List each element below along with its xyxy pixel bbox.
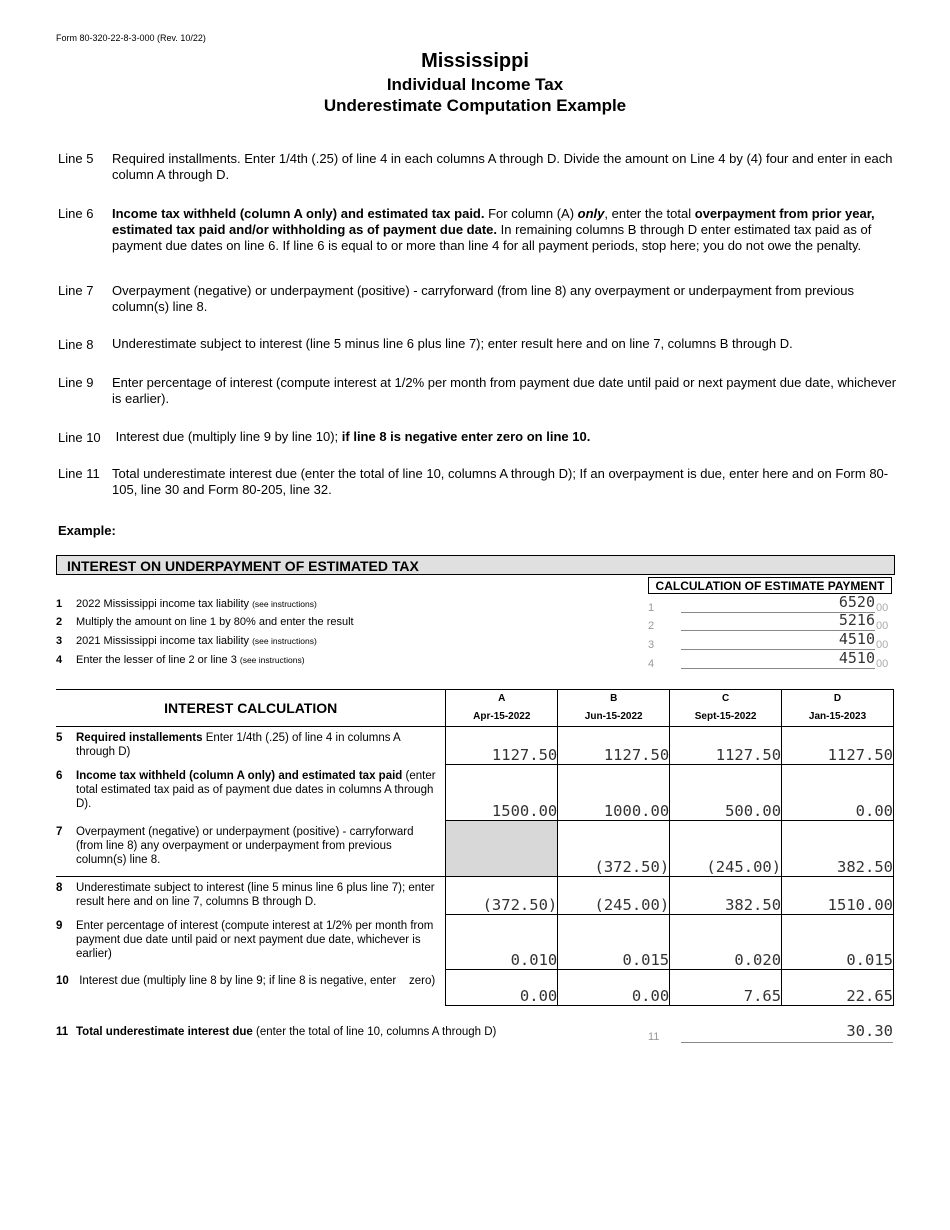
column-date: Jun-15-2022 [584, 711, 643, 722]
estimate-row-number: 1 [56, 598, 63, 610]
cell-value: 0.020 [670, 915, 782, 970]
instruction-text: Interest due (multiply line 9 by line 10); if line 8 is negative enter zero on line 10. [112, 429, 591, 444]
cell-value: 1510.00 [782, 877, 894, 915]
column-letter: B [610, 693, 618, 704]
estimate-row-text [76, 616, 354, 628]
estimate-row-note: (see instructions) [252, 636, 317, 646]
table-row [56, 765, 894, 821]
instruction-text: Required installments. Enter 1/4th (.25) of line 4 in each columns A through D. Divide the amount on Line 4 by (4) four and enter in each column A through D. [112, 151, 893, 182]
cell-value: 1127.50 [446, 727, 558, 765]
row-description [56, 970, 446, 1006]
instruction-line-number: Line 6 [58, 206, 94, 221]
estimate-row-label: Enter the lesser of line 2 or line 3 [76, 654, 237, 666]
instruction-line-number: Line 7 [58, 283, 94, 298]
estimate-cents: 00 [876, 602, 889, 614]
cell-value: 0.015 [782, 915, 894, 970]
column-header-b [558, 690, 670, 727]
estimate-row-label: Multiply the amount on line 1 by 80% and enter the result [76, 616, 354, 628]
column-letter: A [498, 693, 506, 704]
cell-value: 22.65 [782, 970, 894, 1006]
total-label-bold: Total underestimate interest due [76, 1026, 253, 1038]
row-description [56, 915, 446, 970]
cell-value: 0.00 [782, 765, 894, 821]
cell-value: (245.00) [670, 821, 782, 877]
estimate-cents: 00 [876, 639, 889, 651]
interest-table-header: INTEREST CALCULATION [56, 690, 446, 727]
interest-table [56, 689, 894, 1006]
column-header-a [446, 690, 558, 727]
instruction-text: Total underestimate interest due (enter the total of line 10, columns A through D); If an overpayment is due, enter here and on Form 80-105, line 30 and Form 80-205, line 32. [112, 466, 889, 497]
column-letter: D [833, 693, 842, 704]
estimate-row-number: 4 [56, 654, 63, 666]
total-line-ref: 11 [648, 1031, 660, 1043]
column-header-c [670, 690, 782, 727]
cell-value: 1127.50 [670, 727, 782, 765]
estimate-row-number: 3 [56, 635, 63, 647]
cell-value [446, 821, 558, 877]
instruction-line-number: Line 10 [58, 430, 101, 445]
estimate-row-label: 2022 Mississippi income tax liability [76, 598, 250, 610]
title-tax-type: Individual Income Tax [386, 75, 564, 94]
instruction-text: Income tax withheld (column A only) and estimated tax paid. For column (A) only, enter the total overpayment from prior year, estimated tax paid and/or withholding as of payment due date. In remaining columns B through D enter estimated tax paid as of payment due dates on line 6. If line 6 is equal to or more than line 4 for all payment periods, stop here; you do not owe the penalty. [112, 206, 875, 253]
example-label: Example: [58, 523, 116, 538]
total-row [56, 1022, 896, 1044]
cell-value: 0.00 [446, 970, 558, 1006]
estimate-value: 4510 [681, 630, 875, 650]
column-header-d [782, 690, 894, 727]
estimate-value: 5216 [681, 611, 875, 631]
cell-value: (245.00) [558, 877, 670, 915]
estimate-value: 4510 [681, 649, 875, 669]
column-date: Apr-15-2022 [473, 711, 531, 722]
row-description [56, 765, 446, 821]
instruction-line-number: Line 8 [58, 337, 94, 352]
cell-value: 0.00 [558, 970, 670, 1006]
table-row [56, 970, 894, 1006]
estimate-row [56, 649, 896, 672]
estimate-row-text [76, 654, 305, 666]
cell-value: 1127.50 [558, 727, 670, 765]
cell-value: 500.00 [670, 765, 782, 821]
estimate-row-note: (see instructions) [239, 655, 305, 665]
row-number: 8 [56, 882, 63, 894]
column-date: Jan-15-2023 [808, 711, 867, 722]
instruction-line-number: Line 5 [58, 151, 94, 166]
table-row [56, 877, 894, 915]
cell-value: 7.65 [670, 970, 782, 1006]
total-line-number: 11 [56, 1026, 69, 1038]
cell-value: 382.50 [782, 821, 894, 877]
row-text: Required installements Enter 1/4th (.25) of line 4 in columns A through D) [76, 732, 401, 758]
row-number: 6 [56, 769, 63, 782]
estimate-line-ref: 1 [648, 602, 655, 614]
column-letter: C [721, 693, 730, 704]
table-row [56, 915, 894, 970]
instruction-text: Underestimate subject to interest (line 5 minus line 6 plus line 7); enter result here and on line 7, columns B through D. [112, 336, 793, 351]
total-label [76, 1026, 496, 1038]
instruction-text: Enter percentage of interest (compute interest at 1/2% per month from payment due date until paid or next payment due date, whichever is earlier). [112, 375, 897, 406]
row-number: 5 [56, 732, 63, 744]
estimate-row-label: 2021 Mississippi income tax liability [76, 635, 250, 647]
cell-value: 0.015 [558, 915, 670, 970]
title-form-name: Underestimate Computation Example [323, 96, 627, 115]
row-text: Enter percentage of interest (compute interest at 1/2% per month from payment due date until paid or next payment due date, whichever is earlier) [76, 919, 434, 960]
row-number: 9 [56, 919, 63, 932]
table-row [56, 727, 894, 765]
row-number: 10 [56, 974, 69, 987]
row-number: 7 [56, 825, 63, 838]
row-description [56, 821, 446, 877]
row-text: Income tax withheld (column A only) and estimated tax paid (enter total estimated tax paid as of payment due dates in columns A through D). [76, 769, 436, 810]
row-description [56, 877, 446, 915]
instruction-text: Overpayment (negative) or underpayment (positive) - carryforward (from line 8) any overpayment or underpayment from previous column(s) line 8. [112, 283, 855, 314]
column-date: Sept-15-2022 [694, 711, 757, 722]
cell-value: (372.50) [446, 877, 558, 915]
estimate-value: 6520 [681, 593, 875, 613]
estimate-line-ref: 2 [648, 620, 655, 632]
row-text: Interest due (multiply line 8 by line 9; if line 8 is negative, enter zero) [76, 974, 436, 987]
row-text: Overpayment (negative) or underpayment (positive) - carryforward (from line 8) any overpayment or underpayment from previous column(s) line 8. [76, 825, 414, 866]
title-state: Mississippi [421, 50, 529, 72]
cell-value: 0.010 [446, 915, 558, 970]
estimate-row-text [76, 598, 317, 610]
estimate-line-ref: 3 [648, 639, 655, 651]
row-text: Underestimate subject to interest (line 5 minus line 6 plus line 7); enter result here and on line 7, columns B through D. [76, 882, 435, 908]
form-number: Form 80-320-22-8-3-000 (Rev. 10/22) [56, 33, 206, 43]
estimate-row-text [76, 635, 317, 647]
cell-value: 382.50 [670, 877, 782, 915]
estimate-row-note: (see instructions) [252, 599, 317, 609]
total-label-rest: (enter the total of line 10, columns A through D) [252, 1026, 497, 1038]
section-title: INTEREST ON UNDERPAYMENT OF ESTIMATED TAX [56, 555, 895, 575]
cell-value: (372.50) [558, 821, 670, 877]
estimate-cents: 00 [876, 658, 889, 670]
estimate-line-ref: 4 [648, 658, 655, 670]
cell-value: 1500.00 [446, 765, 558, 821]
instruction-line-number: Line 9 [58, 375, 94, 390]
estimate-cents: 00 [876, 620, 889, 632]
calc-header: CALCULATION OF ESTIMATE PAYMENT [648, 577, 892, 594]
instruction-line-number: Line 11 [58, 466, 100, 481]
row-description [56, 727, 446, 765]
total-value: 30.30 [681, 1022, 893, 1043]
estimate-row-number: 2 [56, 616, 63, 628]
table-row [56, 821, 894, 877]
cell-value: 1000.00 [558, 765, 670, 821]
cell-value: 1127.50 [782, 727, 894, 765]
